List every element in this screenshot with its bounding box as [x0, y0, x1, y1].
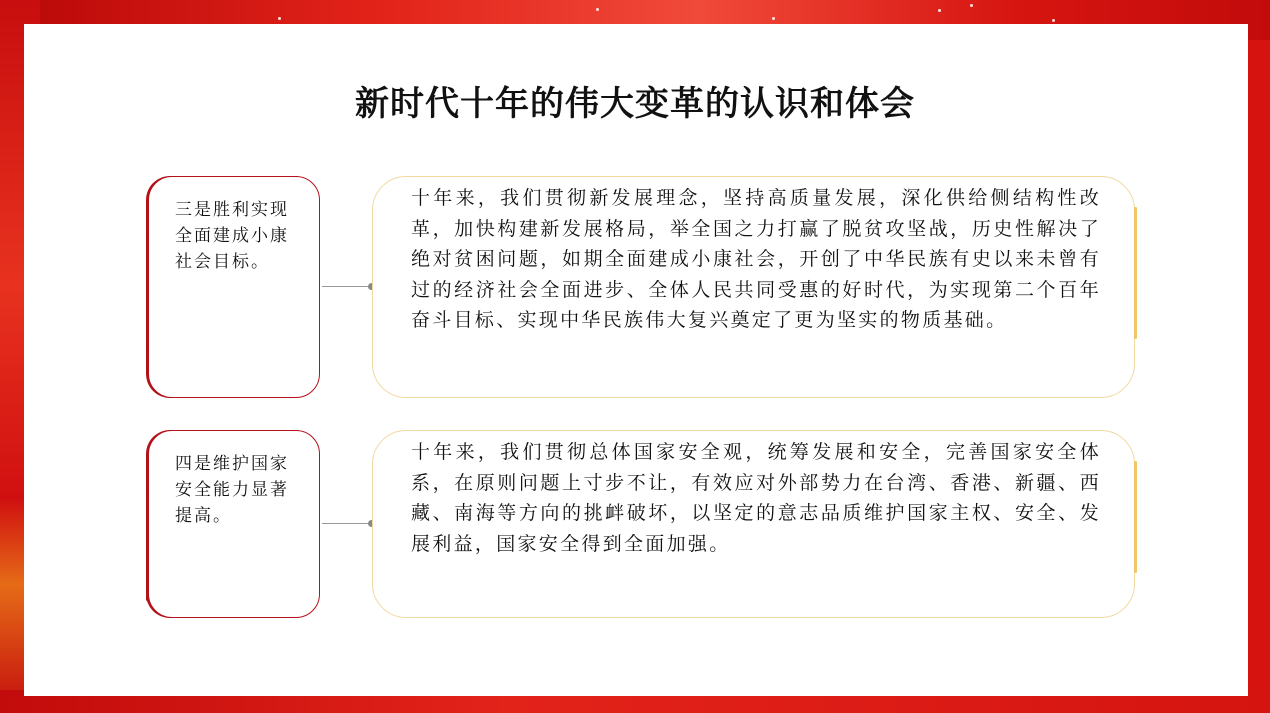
item-label-text: 三是胜利实现全面建成小康社会目标。 [175, 200, 289, 272]
sparkle-decoration [938, 9, 941, 12]
item-content-text: 十年来，我们贯彻新发展理念，坚持高质量发展，深化供给侧结构性改革，加快构建新发展格局，举全国之力打赢了脱贫攻坚战，历史性解决了绝对贫困问题，如期全面建成小康社会，开创了中华民族有史以来未曾有过的经济社会全面进步、全体人民共同受惠的好时代，为实现第二个百年奋斗目标、实现中华民族伟大复兴奠定了更为坚实的物质基础。 [411, 187, 1101, 332]
sparkle-decoration [278, 17, 281, 20]
item-label-text: 四是维护国家安全能力显著提高。 [175, 454, 289, 526]
item-content-text: 十年来，我们贯彻总体国家安全观，统筹发展和安全，完善国家安全体系，在原则问题上寸步不让，有效应对外部势力在台湾、香港、新疆、西藏、南海等方向的挑衅破坏，以坚定的意志品质维护国家主权、安全、发展利益，国家安全得到全面加强。 [411, 441, 1101, 555]
sparkle-decoration [1052, 19, 1055, 22]
item-label-box [148, 430, 320, 618]
sparkle-decoration [970, 4, 973, 7]
slide-title: 新时代十年的伟大变革的认识和体会 [355, 84, 915, 124]
sparkle-decoration [772, 17, 775, 20]
connector-line [322, 286, 371, 287]
connector-line [322, 523, 371, 524]
item-content-box [372, 176, 1135, 398]
item-content-box [372, 430, 1135, 618]
item-label-box [148, 176, 320, 398]
sparkle-decoration [596, 8, 599, 11]
